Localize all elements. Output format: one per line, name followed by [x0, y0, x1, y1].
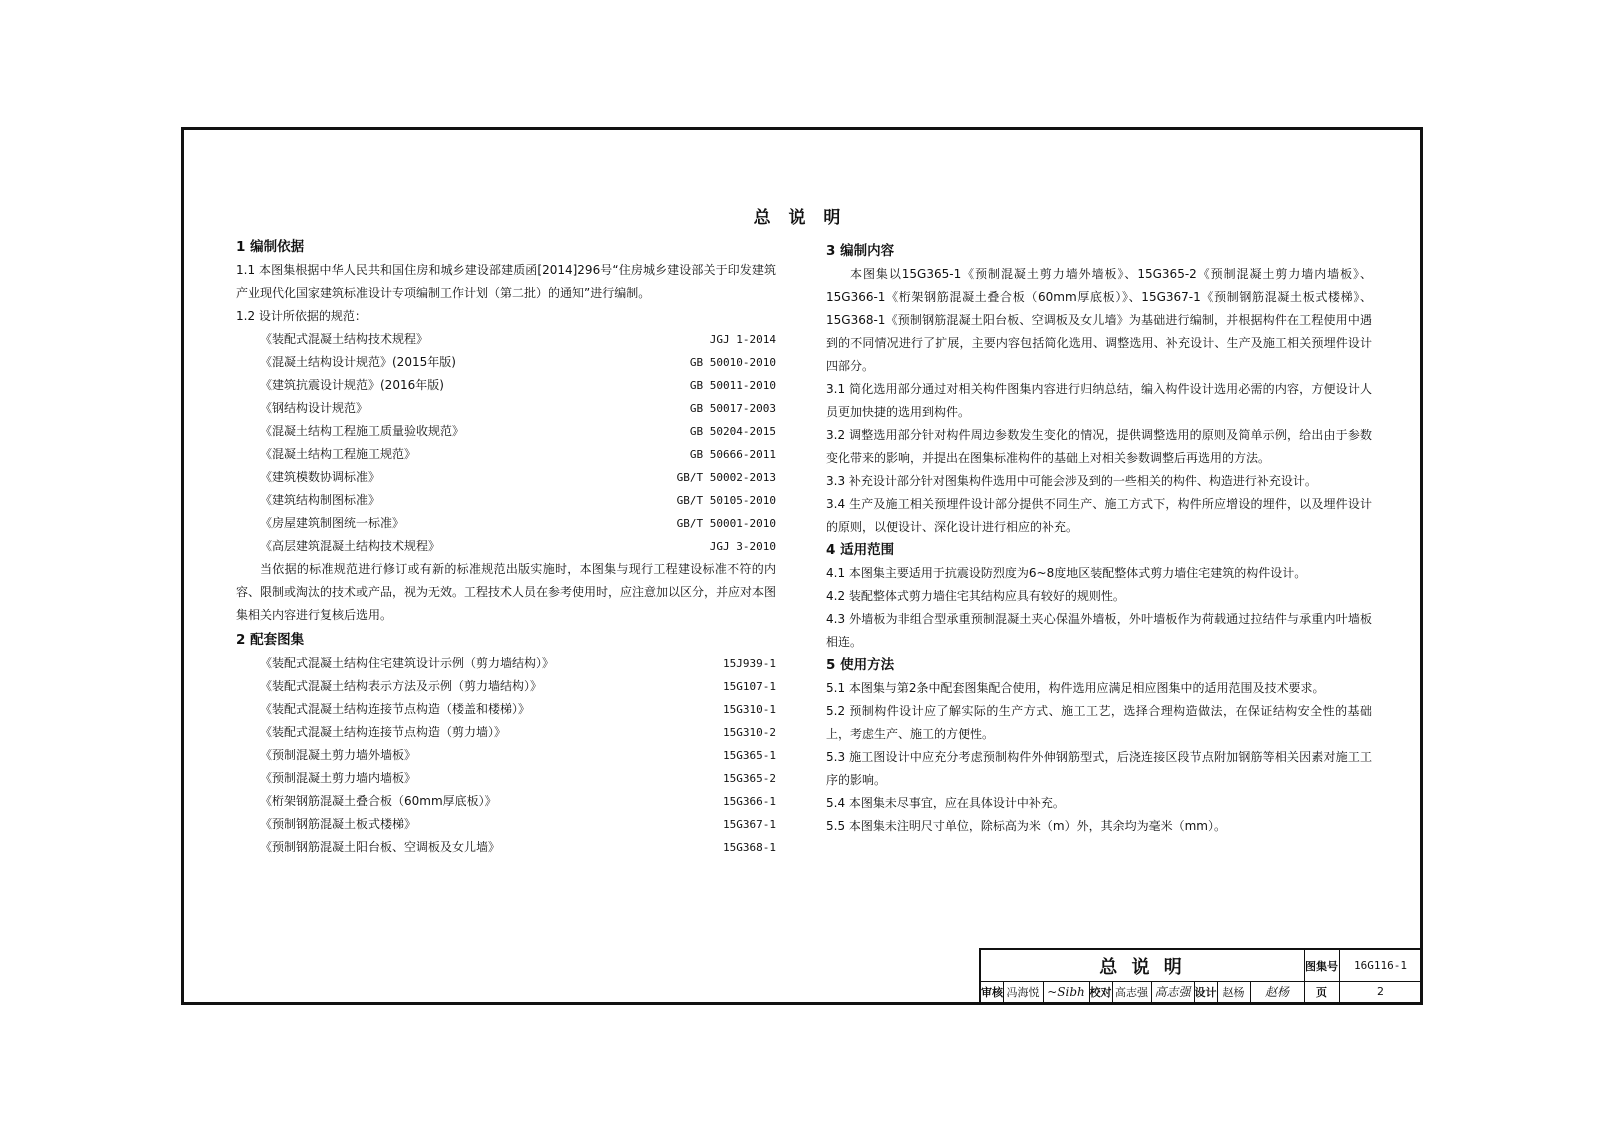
section-4-1: 4.1 本图集主要适用于抗震设防烈度为6~8度地区装配整体式剪力墙住宅建筑的构件设计。 [826, 566, 1307, 580]
atlas-row [236, 813, 776, 836]
standard-name: 《建筑结构制图标准》 [260, 493, 381, 507]
section-3-intro: 本图集以15G365-1《预制混凝土剪力墙外墙板》、15G365-2《预制混凝土剪力墙内墙板》、15G366-1《桁架钢筋混凝土叠合板（60mm厚底板）》、15G367-1《预制钢筋混凝土板式楼梯》、15G368-1《预制钢筋混凝土阳台板、空调板及女儿墙》为基础进行编制，并根据构件在工程使用中遇到的不同情况进行了扩展，主要内容包括简化选用、调整选用、补充设计、生产及施工相关预埋件设计四部分。 [826, 267, 1372, 373]
section-5-5: 5.5 本图集未注明尺寸单位，除标高为米（m）外，其余均为毫米（mm）。 [826, 819, 1226, 833]
standard-name: 《建筑模数协调标准》 [260, 470, 381, 484]
atlas-name: 《预制混凝土剪力墙内墙板》 [260, 771, 417, 785]
designer-name: 赵杨 [1222, 985, 1245, 999]
standard-code: GB 50204-2015 [689, 425, 776, 438]
standard-code: GB/T 50001-2010 [676, 517, 776, 530]
page-number: 2 [1377, 985, 1384, 998]
standard-name: 《混凝土结构工程施工规范》 [260, 447, 417, 461]
standard-row [236, 420, 776, 443]
standard-row [236, 535, 776, 558]
section-2-heading: 2 配套图集 [236, 632, 305, 648]
title-block-title: 总 说 明 [1099, 956, 1186, 978]
section-4-heading: 4 适用范围 [826, 542, 895, 558]
reviewer-signature: ~Sibh [1047, 984, 1085, 999]
standard-code: GB 50666-2011 [689, 448, 776, 461]
standard-name: 《高层建筑混凝土结构技术规程》 [260, 539, 441, 553]
section-1-2: 1.2 设计所依据的规范： [236, 309, 367, 323]
standard-code: JGJ 3-2010 [709, 540, 776, 553]
section-4-3: 4.3 外墙板为非组合型承重预制混凝土夹心保温外墙板，外叶墙板作为荷载通过拉结件与承重内叶墙板相连。 [826, 612, 1372, 649]
standard-code: JGJ 1-2014 [709, 333, 776, 346]
atlas-name: 《预制钢筋混凝土板式楼梯》 [260, 817, 417, 831]
section-1-1: 1.1 本图集根据中华人民共和国住房和城乡建设部建质函[2014]296号“住房城乡建设部关于印发建筑产业现代化国家建筑标准设计专项编制工作计划（第二批）的通知”进行编制。 [236, 263, 776, 300]
atlas-code: 15G368-1 [723, 841, 776, 854]
atlas-code: 15G107-1 [723, 680, 776, 693]
atlas-row [236, 790, 776, 813]
standard-name: 《装配式混凝土结构技术规程》 [260, 332, 429, 346]
standard-code: GB/T 50105-2010 [676, 494, 776, 507]
standards-list [236, 328, 776, 558]
atlas-no-label: 图集号 [1305, 959, 1338, 973]
atlas-name: 《预制钢筋混凝土阳台板、空调板及女儿墙》 [260, 840, 501, 854]
standard-row [236, 466, 776, 489]
right-column [826, 240, 1372, 838]
section-4-2: 4.2 装配整体式剪力墙住宅其结构应具有较好的规则性。 [826, 589, 1125, 603]
title-block [979, 948, 1420, 1002]
atlas-code: 15G366-1 [723, 795, 776, 808]
section-1-heading: 1 编制依据 [236, 239, 305, 255]
standard-row [236, 397, 776, 420]
atlas-code: 15G310-1 [723, 703, 776, 716]
atlas-row [236, 836, 776, 859]
standard-name: 《混凝土结构工程施工质量验收规范》 [260, 424, 465, 438]
section-5-heading: 5 使用方法 [826, 657, 895, 673]
checker-signature: 高志强 [1154, 985, 1191, 999]
atlas-row [236, 767, 776, 790]
atlas-code: 15G310-2 [723, 726, 776, 739]
designer-signature: 赵杨 [1264, 985, 1289, 999]
standard-row [236, 489, 776, 512]
atlas-row [236, 698, 776, 721]
section-3-3: 3.3 补充设计部分针对图集构件选用中可能会涉及到的一些相关的构件、构造进行补充设计。 [826, 474, 1317, 488]
section-5-3: 5.3 施工图设计中应充分考虑预制构件外伸钢筋型式，后浇连接区段节点附加钢筋等相关因素对施工工序的影响。 [826, 750, 1372, 787]
page-label: 页 [1316, 985, 1327, 999]
standard-row [236, 443, 776, 466]
atlas-name: 《装配式混凝土结构住宅建筑设计示例（剪力墙结构）》 [260, 656, 555, 670]
standard-name: 《建筑抗震设计规范》(2016年版) [260, 378, 444, 392]
standard-name: 《房屋建筑制图统一标准》 [260, 516, 405, 530]
page-title: 总 说 明 [753, 208, 847, 228]
reviewer-name: 冯海悦 [1006, 985, 1040, 999]
atlas-code: 15G365-1 [723, 749, 776, 762]
checker-name: 高志强 [1115, 985, 1148, 999]
standard-code: GB 50017-2003 [689, 402, 776, 415]
atlas-code: 15J939-1 [723, 657, 776, 670]
design-label: 设计 [1194, 985, 1217, 999]
atlas-row [236, 652, 776, 675]
atlas-code: 15G365-2 [723, 772, 776, 785]
atlas-code: 15G367-1 [723, 818, 776, 831]
atlas-row [236, 721, 776, 744]
standard-name: 《混凝土结构设计规范》(2015年版) [260, 355, 456, 369]
section-5-4: 5.4 本图集未尽事宜，应在具体设计中补充。 [826, 796, 1065, 810]
section-5-2: 5.2 预制构件设计应了解实际的生产方式、施工工艺，选择合理构造做法，在保证结构安全性的基础上，考虑生产、施工的方便性。 [826, 704, 1372, 741]
standard-code: GB 50010-2010 [689, 356, 776, 369]
standard-row [236, 374, 776, 397]
section-5-1: 5.1 本图集与第2条中配套图集配合使用，构件选用应满足相应图集中的适用范围及技术要求。 [826, 681, 1325, 695]
atlas-name: 《桁架钢筋混凝土叠合板（60mm厚底板）》 [260, 794, 497, 808]
atlas-no: 16G116-1 [1354, 959, 1407, 972]
atlas-name: 《装配式混凝土结构连接节点构造（剪力墙）》 [260, 725, 507, 739]
section-3-2: 3.2 调整选用部分针对构件周边参数发生变化的情况，提供调整选用的原则及简单示例，给出由于参数变化带来的影响，并提出在图集标准构件的基础上对相关参数调整后再选用的方法。 [826, 428, 1372, 465]
standard-row [236, 512, 776, 535]
atlas-name: 《装配式混凝土结构表示方法及示例（剪力墙结构）》 [260, 679, 543, 693]
standard-name: 《钢结构设计规范》 [260, 401, 369, 415]
check-label: 校对 [1089, 985, 1112, 999]
section-3-heading: 3 编制内容 [826, 243, 895, 259]
atlas-row [236, 744, 776, 767]
standard-code: GB/T 50002-2013 [676, 471, 776, 484]
standard-row [236, 351, 776, 374]
atlas-name: 《装配式混凝土结构连接节点构造（楼盖和楼梯）》 [260, 702, 531, 716]
atlas-row [236, 675, 776, 698]
atlas-name: 《预制混凝土剪力墙外墙板》 [260, 748, 417, 762]
standard-row [236, 328, 776, 351]
atlas-list [236, 652, 776, 859]
section-1-note: 当依据的标准规范进行修订或有新的标准规范出版实施时，本图集与现行工程建设标准不符的内容、限制或淘汰的技术或产品，视为无效。工程技术人员在参考使用时，应注意加以区分，并应对本图集相关内容进行复核后选用。 [236, 562, 777, 622]
section-3-1: 3.1 简化选用部分通过对相关构件图集内容进行归纳总结，编入构件设计选用必需的内容，方便设计人员更加快捷的选用到构件。 [826, 382, 1372, 419]
standard-code: GB 50011-2010 [689, 379, 776, 392]
section-3-4: 3.4 生产及施工相关预埋件设计部分提供不同生产、施工方式下，构件所应增设的埋件，以及埋件设计的原则，以便设计、深化设计进行相应的补充。 [826, 497, 1372, 534]
review-label: 审核 [981, 985, 1003, 999]
left-column [236, 236, 776, 859]
